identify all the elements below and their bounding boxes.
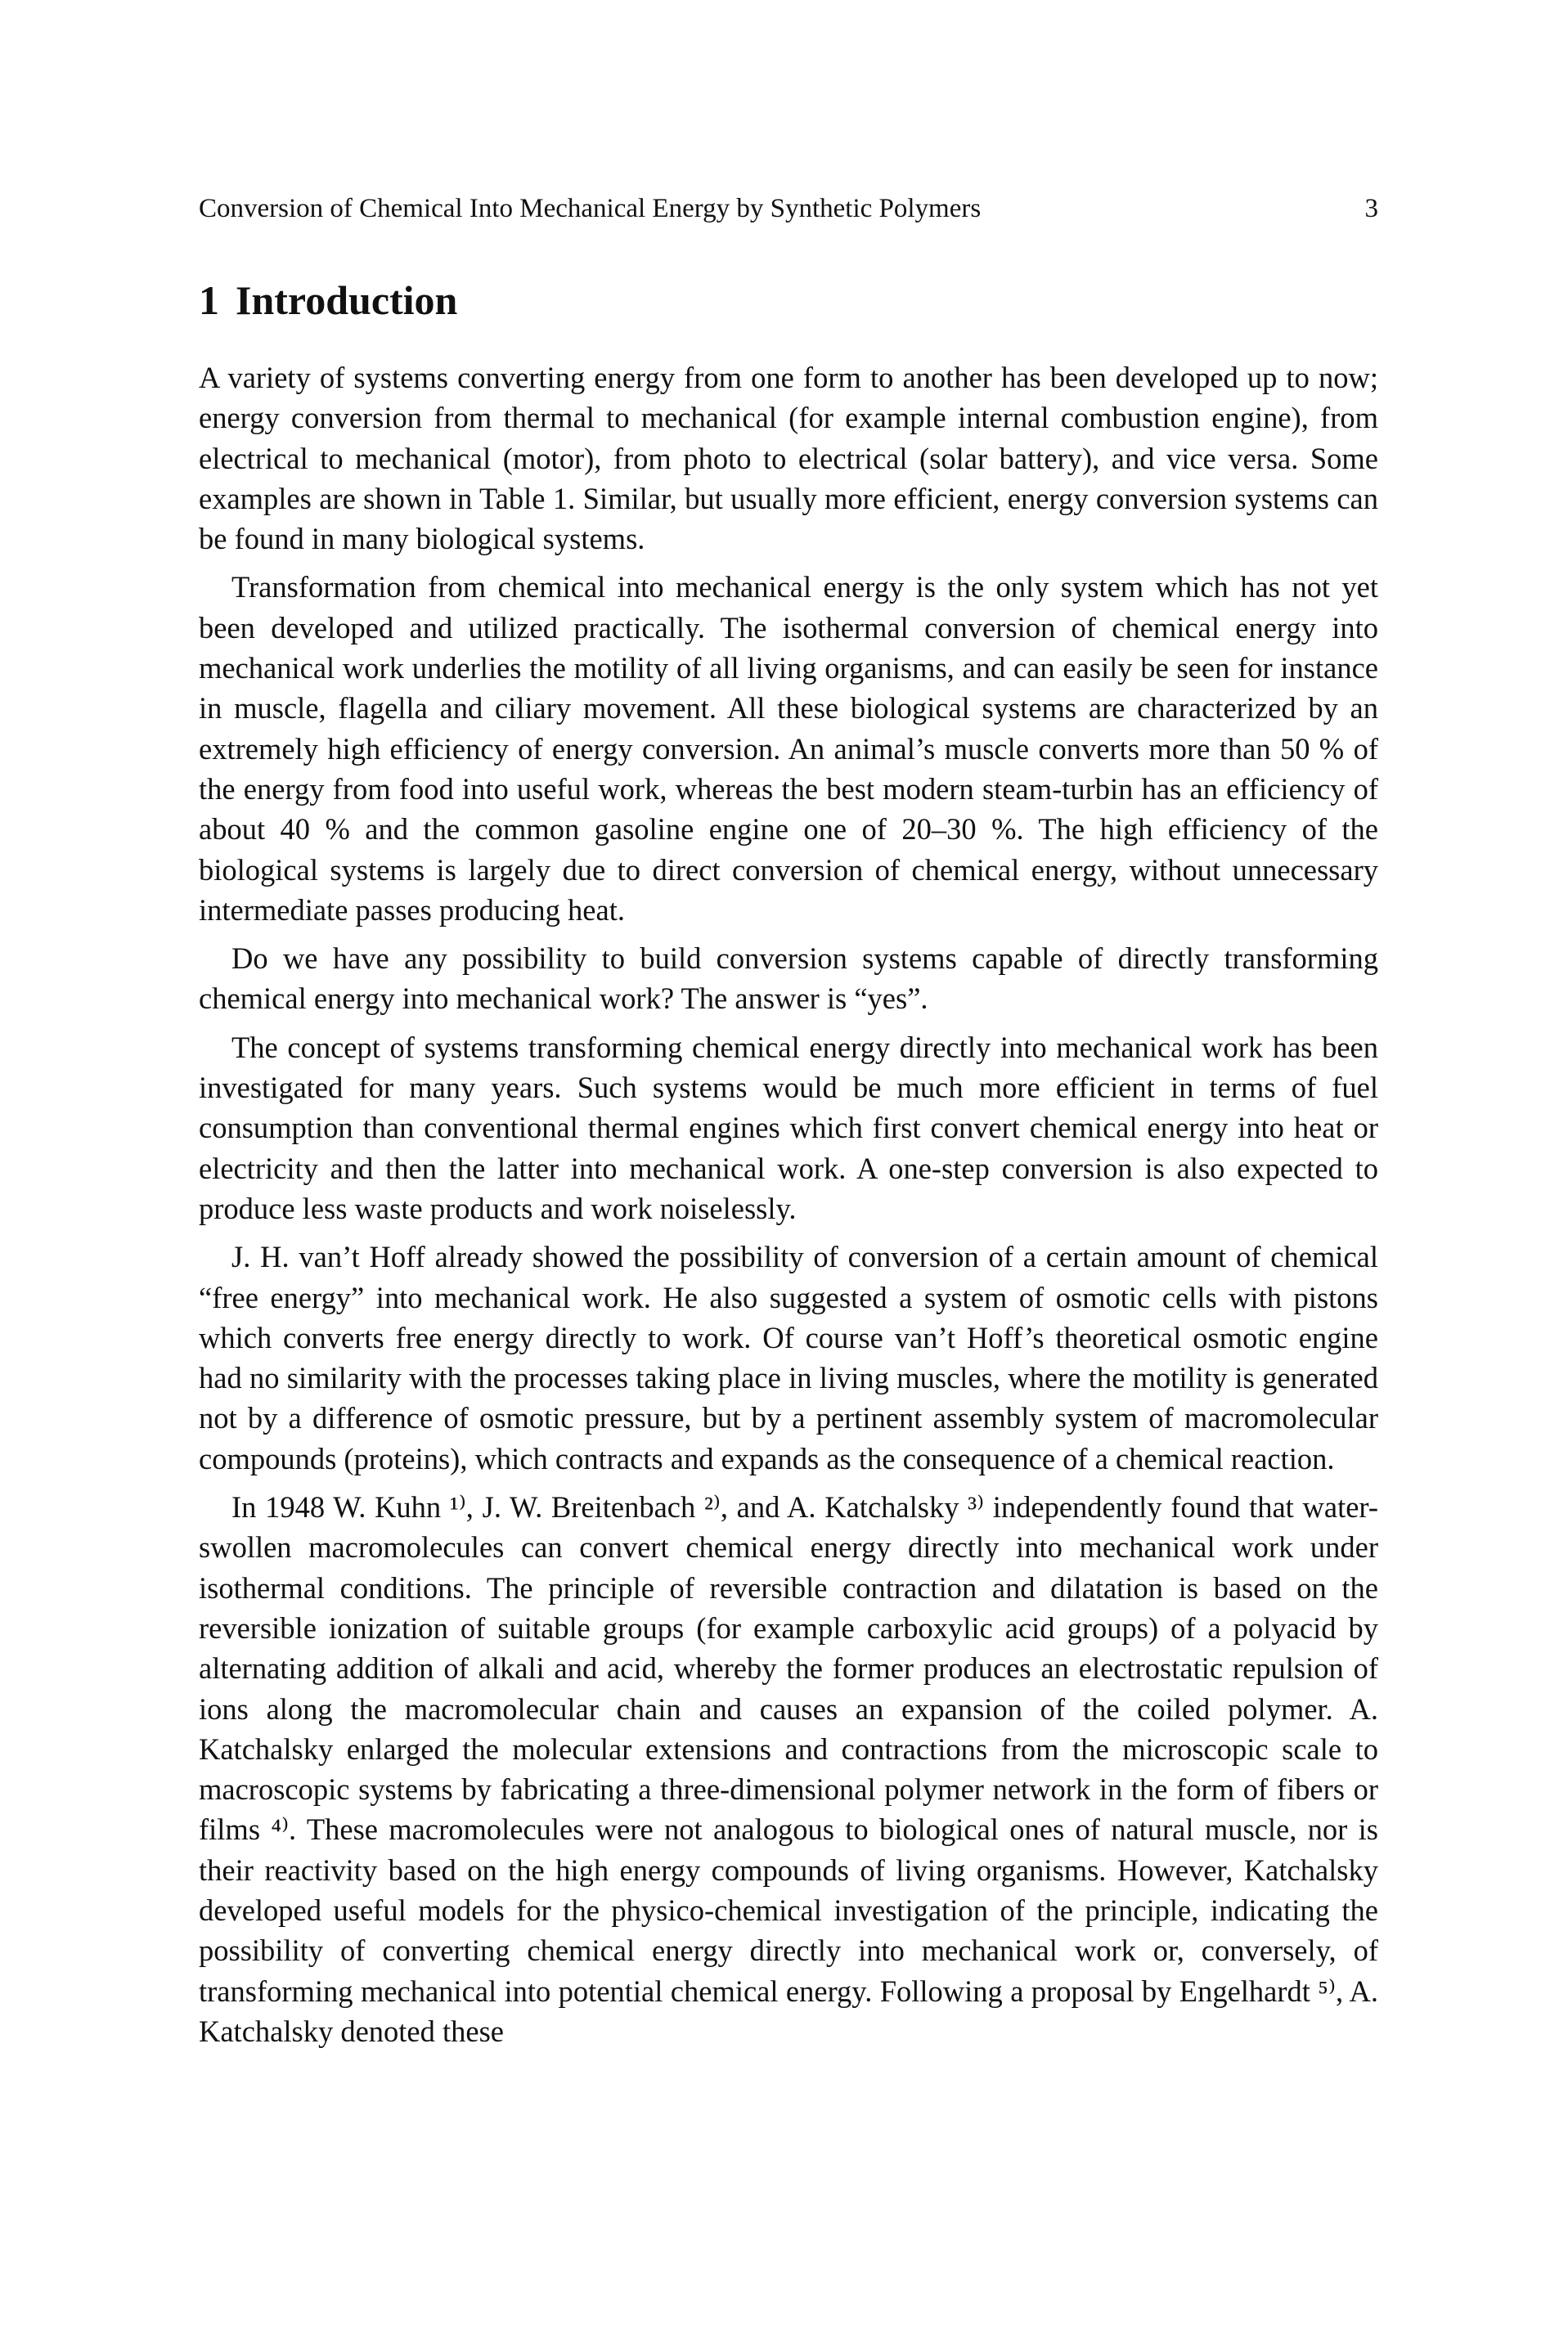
paragraph-4: The concept of systems transforming chemical energy directly into mechanical work has been investigated for many years. Such systems would be much more efficient in terms of fuel consumption than conventional thermal engines which first convert chemical energy into heat or electricity and then the latter into mechanical work. A one-step conversion is also expected to produce less waste products and work noiselessly. xyxy=(199,1030,1378,1225)
section-title: Introduction xyxy=(236,277,458,323)
paragraph-3: Do we have any possibility to build conversion systems capable of directly transforming chemical energy into mechanical work? The answer is “yes”. xyxy=(199,941,1378,1016)
paragraph-2: Transformation from chemical into mechanical energy is the only system which has not yet been developed and utilized practically. The isothermal conversion of chemical energy into mechanical work underlies the motility of all living organisms, and can easily be seen for instance in muscle, flagella and ciliary movement. All these biological systems are characterized by an extremely high efficiency of energy conversion. An animal’s muscle converts more than 50 % of the energy from food into useful work, whereas the best modern steam-turbin has an efficiency of about 40 % and the common gasoline engine one of 20–30 %. The high efficiency of the biological systems is largely due to direct conversion of chemical energy, without unnecessary intermediate passes producing heat. xyxy=(199,570,1378,927)
page-number: 3 xyxy=(1364,194,1378,223)
paragraph-1: A variety of systems converting energy from one form to another has been developed up to now; energy conversion from thermal to mechanical (for example internal combustion engine), from electrical to mechanical (motor), from photo to electrical (solar battery), and vice versa. Some examples are shown in Table 1. Similar, but usually more efficient, energy conversion systems can be found in many biological systems. xyxy=(199,361,1378,556)
running-title: Conversion of Chemical Into Mechanical Energy by Synthetic Polymers xyxy=(199,194,982,223)
page xyxy=(199,192,1378,2059)
paragraph-5: J. H. van’t Hoff already showed the possibility of conversion of a certain amount of chemical “free energy” into mechanical work. He also suggested a system of osmotic cells with pistons which converts free energy directly to work. Of course van’t Hoff’s theoretical osmotic engine had no similarity with the processes taking place in living muscles, where the motility is generated not by a difference of osmotic pressure, but by a pertinent assembly system of macromolecular compounds (proteins), which contracts and expands as the consequence of a chemical reaction. xyxy=(199,1240,1378,1475)
running-head xyxy=(199,192,1378,225)
section-number: 1 xyxy=(199,277,219,323)
section-heading xyxy=(199,276,1378,325)
paragraph-6: In 1948 W. Kuhn ¹⁾, J. W. Breitenbach ²⁾, and A. Katchalsky ³⁾ independently found that water-swollen macromolecules can convert chemical energy directly into mechanical work under isothermal conditions. The principle of reversible contraction and dilatation is based on the reversible ionization of suitable groups (for example carboxylic acid groups) of a polyacid by alternating addition of alkali and acid, whereby the former produces an electrostatic repulsion of ions along the macromolecular chain and causes an expansion of the coiled polymer. A. Katchalsky enlarged the molecular extensions and contractions from the microscopic scale to macroscopic systems by fabricating a three-dimensional polymer network in the form of fibers or films ⁴⁾. These macromolecules were not analogous to biological ones of natural muscle, nor is their reactivity based on the high energy compounds of living organisms. However, Katchalsky developed useful models for the physico-chemical investigation of the principle, indicating the possibility of converting chemical energy directly into mechanical work or, conversely, of transforming mechanical into potential chemical energy. Following a proposal by Engelhardt ⁵⁾, A. Katchalsky denoted these xyxy=(199,1490,1378,2048)
body-text xyxy=(199,357,1378,2051)
